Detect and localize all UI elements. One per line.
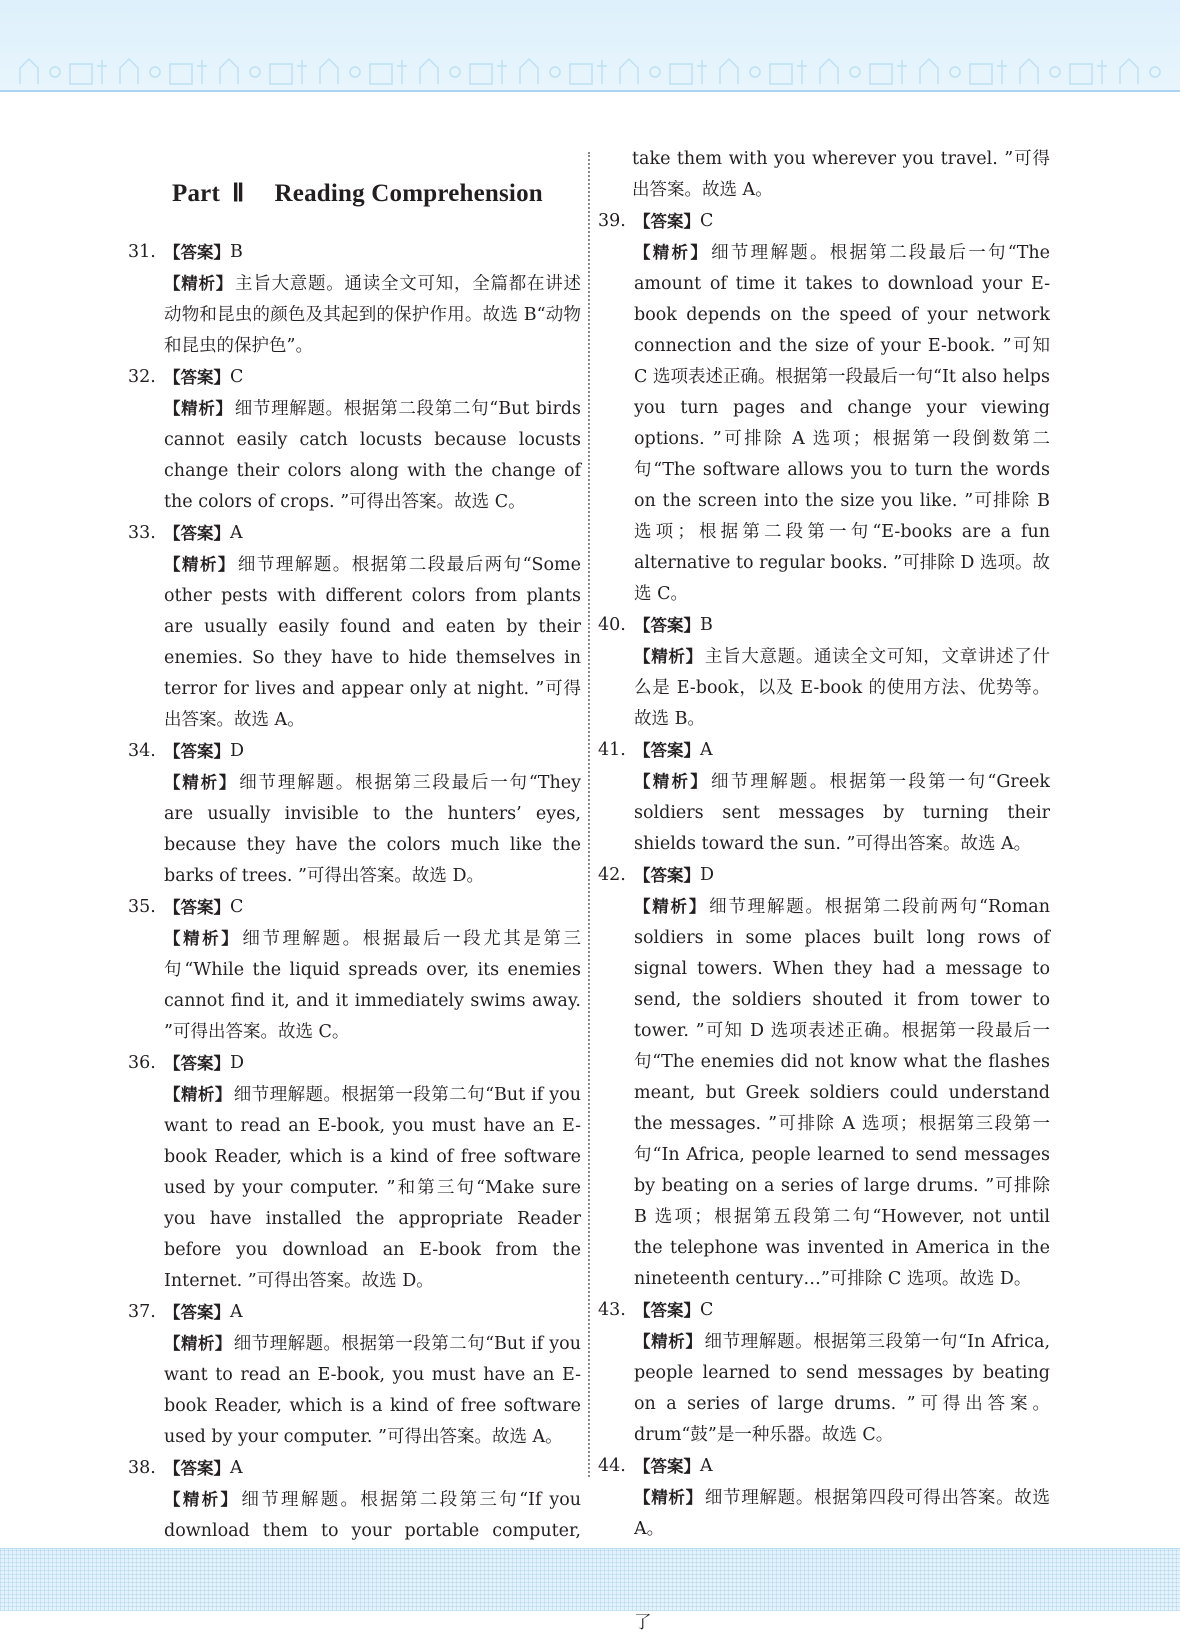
town-shape <box>570 64 592 84</box>
answer-tag: 【答案】 <box>164 1303 230 1322</box>
town-shape <box>70 64 92 84</box>
town-shape <box>750 67 760 77</box>
answer-value: C <box>230 367 244 387</box>
question-item <box>598 1295 1050 1451</box>
answer-line <box>128 518 581 549</box>
explanation-text: 细节理解题。根据第一段第一句“Greek soldiers sent messages by turning their shields toward the sun. ”可得出答案。故选 A。 <box>634 772 1051 854</box>
question-item <box>128 362 581 518</box>
question-item <box>598 860 1050 1295</box>
explanation-text: 主旨大意题。通读全文可知，文章讲述了什么是 E-book，以及 E-book 的使用方法、优势等。故选 B。 <box>634 647 1051 729</box>
question-number: 43. <box>598 1300 626 1320</box>
answer-line <box>128 1453 581 1484</box>
town-shape <box>620 59 638 84</box>
explain-tag: 【精析】 <box>634 243 710 262</box>
answer-line <box>128 1297 581 1328</box>
question-number: 33. <box>128 523 156 543</box>
question-number: 42. <box>598 865 626 885</box>
footer-band <box>0 1548 1180 1611</box>
answer-value: D <box>230 1053 245 1073</box>
town-silhouette-decoration <box>0 50 1180 86</box>
town-shape <box>650 67 660 77</box>
town-shape <box>50 67 60 77</box>
answer-tag: 【答案】 <box>164 1459 230 1478</box>
answer-value: C <box>700 1300 714 1320</box>
town-shape <box>270 64 292 84</box>
explanation <box>634 891 1050 1295</box>
explanation-text: 细节理解题。根据第二段前两句“Roman soldiers in some places built long rows of signal towers. When they had a message to send, the soldiers shouted it from tower to tower. ”可知 D 选项表述正确。根据第一段最后一句“The enemies did not know what the flashes meant, but Greek soldiers could understand the messages. ”可排除 A 选项；根据第三段第一句“In Africa, people learned to send messages by beating on a series of large drums. ”可排除 B 选项；根据第五段第二句“However, not until the telephone was invented in America in the nineteenth century…”可排除 C 选项。故选 D。 <box>634 897 1050 1289</box>
answer-value: D <box>700 865 715 885</box>
explanation <box>634 766 1050 860</box>
answer-tag: 【答案】 <box>164 898 230 917</box>
explanation-text: 细节理解题。根据第二段最后一句“The amount of time it takes to download your E-book depends on the speed of your network connection and the size of your E-book. ”可知 C 选项表述正确。根据第一段最后一句“It also helps you turn pages and change your viewing options. ”可排除 A 选项；根据第一段倒数第二句“The software allows you to turn the words on the screen into the size you like. ”可排除 B 选项；根据第二段第一句“E-books are a fun alternative to regular books. ”可排除 D 选项。故选 C。 <box>634 243 1050 604</box>
town-shape <box>370 64 392 84</box>
question-number: 34. <box>128 741 156 761</box>
explanation-text: 细节理解题。根据第三段最后一句“They are usually invisible to the hunters’ eyes, because they have the colors much like the barks of trees. ”可得出答案。故选 D。 <box>164 773 581 886</box>
answer-line <box>128 1048 581 1079</box>
town-shape <box>497 60 507 84</box>
section-name: Reading Comprehension <box>274 180 543 207</box>
town-shape <box>450 67 460 77</box>
answer-tag: 【答案】 <box>164 742 230 761</box>
town-shape <box>220 59 238 84</box>
explanation-text: 细节理解题。根据第一段第二句“But if you want to read an E-book, you must have an E-book Reader, which is a kind of free software used by your computer. ”可得出答案。故选 A。 <box>164 1334 581 1447</box>
explanation <box>164 268 581 362</box>
explain-tag: 【精析】 <box>164 274 233 293</box>
answer-line <box>128 362 581 393</box>
explain-tag: 【精析】 <box>164 929 241 948</box>
town-shape <box>97 60 107 84</box>
question-item <box>598 735 1050 860</box>
answer-tag: 【答案】 <box>634 616 700 635</box>
town-shape <box>820 59 838 84</box>
town-shape <box>397 60 407 84</box>
explanation <box>164 767 581 892</box>
answer-value: B <box>700 615 713 635</box>
explanation-text: 细节理解题。根据第一段第二句“But if you want to read an E-book, you must have an E-book Reader, which is a kind of free software used by your computer. ”和第三句“Make sure you have installed the appropriate Reader before you download an E-book from the Internet. ”可得出答案。故选 D。 <box>164 1085 581 1291</box>
question-number: 37. <box>128 1302 156 1322</box>
answer-tag: 【答案】 <box>634 866 700 885</box>
answer-value: C <box>230 897 244 917</box>
explain-tag: 【精析】 <box>634 1488 703 1507</box>
town-shape <box>850 67 860 77</box>
part-label: Part <box>172 180 220 207</box>
answer-line <box>128 237 581 268</box>
explanation-text: 主旨大意题。通读全文可知，全篇都在讲述动物和昆虫的颜色及其起到的保护作用。故选 B“动物和昆虫的保护色”。 <box>164 274 581 356</box>
continued-text: take them with you wherever you travel. ”可得出答案。故选 A。 <box>632 149 1050 200</box>
header-band <box>0 0 1180 92</box>
question-item <box>128 736 581 892</box>
explanation <box>634 1482 1050 1545</box>
question-item <box>128 892 581 1048</box>
town-shape <box>170 64 192 84</box>
question-number: 40. <box>598 615 626 635</box>
explanation <box>634 1326 1050 1451</box>
answer-tag: 【答案】 <box>164 368 230 387</box>
question-number: 41. <box>598 740 626 760</box>
town-shape <box>797 60 807 84</box>
town-shape <box>1050 67 1060 77</box>
town-shape <box>470 64 492 84</box>
answer-value: A <box>230 1458 243 1478</box>
explain-tag: 【精析】 <box>164 1490 240 1509</box>
answer-tag: 【答案】 <box>164 524 230 543</box>
answer-line <box>598 1295 1050 1326</box>
explanation <box>164 1079 581 1297</box>
column-divider <box>588 152 590 1477</box>
town-shape <box>950 67 960 77</box>
question-item <box>598 1451 1050 1545</box>
town-shape <box>20 59 38 84</box>
town-shape <box>1150 67 1160 77</box>
left-column <box>128 237 581 1578</box>
answer-line <box>598 735 1050 766</box>
town-shape <box>870 64 892 84</box>
answer-value: A <box>230 1302 243 1322</box>
explanation-text: 了 <box>634 1613 652 1633</box>
answer-tag: 【答案】 <box>164 243 230 262</box>
question-item <box>128 1048 581 1297</box>
section-title <box>172 178 543 208</box>
question-item <box>128 1297 581 1453</box>
answer-tag: 【答案】 <box>164 1054 230 1073</box>
answer-value: C <box>700 211 714 231</box>
explain-tag: 【精析】 <box>164 773 238 792</box>
part-roman-numeral: Ⅱ <box>232 180 245 207</box>
answer-value: A <box>230 523 243 543</box>
town-shape <box>297 60 307 84</box>
town-shape <box>120 59 138 84</box>
explanation-text: 细节理解题。根据最后一段尤其是第三句“While the liquid spreads over, its enemies cannot find it, and it immediately swims away. ”可得出答案。故选 C。 <box>164 929 582 1042</box>
answer-value: D <box>230 741 245 761</box>
answer-line <box>598 206 1050 237</box>
question-number: 36. <box>128 1053 156 1073</box>
town-shape <box>770 64 792 84</box>
question-number: 35. <box>128 897 156 917</box>
explanation-text: 细节理解题。根据第二段最后两句“Some other pests with different colors from plants are usually easily found and eaten by their enemies. So they have to hide themselves in terror for lives and appear only at night. ”可得出答案。故选 A。 <box>164 555 582 730</box>
answer-line <box>598 860 1050 891</box>
explain-tag: 【精析】 <box>164 1334 232 1353</box>
explanation-text: 细节理解题。根据第三段第一句“In Africa, people learned to send messages by beating on a series of large drums. ”可得出答案。drum“鼓”是一种乐器。故选 C。 <box>634 1332 1051 1445</box>
answer-tag: 【答案】 <box>634 741 700 760</box>
explain-tag: 【精析】 <box>634 647 703 666</box>
town-shape <box>420 59 438 84</box>
town-shape <box>720 59 738 84</box>
right-column-items <box>598 206 1050 1639</box>
answer-line <box>598 1451 1050 1482</box>
town-shape <box>350 67 360 77</box>
answer-value: A <box>700 740 713 760</box>
answer-line <box>128 736 581 767</box>
town-shape <box>1120 59 1138 84</box>
explain-tag: 【精析】 <box>164 555 236 574</box>
question-number: 39. <box>598 211 626 231</box>
explain-tag: 【精析】 <box>164 399 233 418</box>
question-number: 31. <box>128 242 156 262</box>
explanation-text: 细节理解题。根据第四段可得出答案。故选 A。 <box>634 1488 1051 1539</box>
right-column <box>598 144 1050 1639</box>
town-shape <box>897 60 907 84</box>
explanation <box>164 393 581 518</box>
town-shape <box>970 64 992 84</box>
explanation <box>634 237 1050 610</box>
answer-line <box>128 892 581 923</box>
town-shape <box>550 67 560 77</box>
town-shape <box>250 67 260 77</box>
town-shape <box>1070 64 1092 84</box>
explain-tag: 【精析】 <box>634 897 708 916</box>
town-shape <box>1097 60 1107 84</box>
explanation <box>164 923 581 1048</box>
answer-tag: 【答案】 <box>634 1457 700 1476</box>
explain-tag: 【精析】 <box>164 1085 232 1104</box>
question-number: 38. <box>128 1458 156 1478</box>
question-item <box>598 610 1050 735</box>
explain-tag: 【精析】 <box>634 1332 703 1351</box>
explain-tag: 【精析】 <box>634 772 709 791</box>
town-shape <box>920 59 938 84</box>
answer-value: B <box>230 242 243 262</box>
town-shape <box>697 60 707 84</box>
explanation <box>164 1328 581 1453</box>
answer-tag: 【答案】 <box>634 1301 700 1320</box>
explanation-text: 细节理解题。根据第二段第二句“But birds cannot easily catch locusts because locusts change their colors along with the change of the colors of crops. ”可得出答案。故选 C。 <box>164 399 581 512</box>
town-shape <box>670 64 692 84</box>
question-item <box>128 237 581 362</box>
town-shape <box>1020 59 1038 84</box>
town-shape <box>597 60 607 84</box>
answer-line <box>598 610 1050 641</box>
question-item <box>598 206 1050 610</box>
town-shape <box>197 60 207 84</box>
town-shape <box>997 60 1007 84</box>
answer-tag: 【答案】 <box>634 212 700 231</box>
explanation-text: 细节理解题。根据第二段第三句“If you download them to your portable computer, <box>164 1490 582 1541</box>
town-shape <box>520 59 538 84</box>
answer-value: A <box>700 1456 713 1476</box>
question-item <box>128 518 581 736</box>
town-shape <box>150 67 160 77</box>
explanation <box>164 549 581 736</box>
question-number: 44. <box>598 1456 626 1476</box>
question-number: 32. <box>128 367 156 387</box>
town-shape <box>320 59 338 84</box>
explanation <box>634 641 1050 735</box>
